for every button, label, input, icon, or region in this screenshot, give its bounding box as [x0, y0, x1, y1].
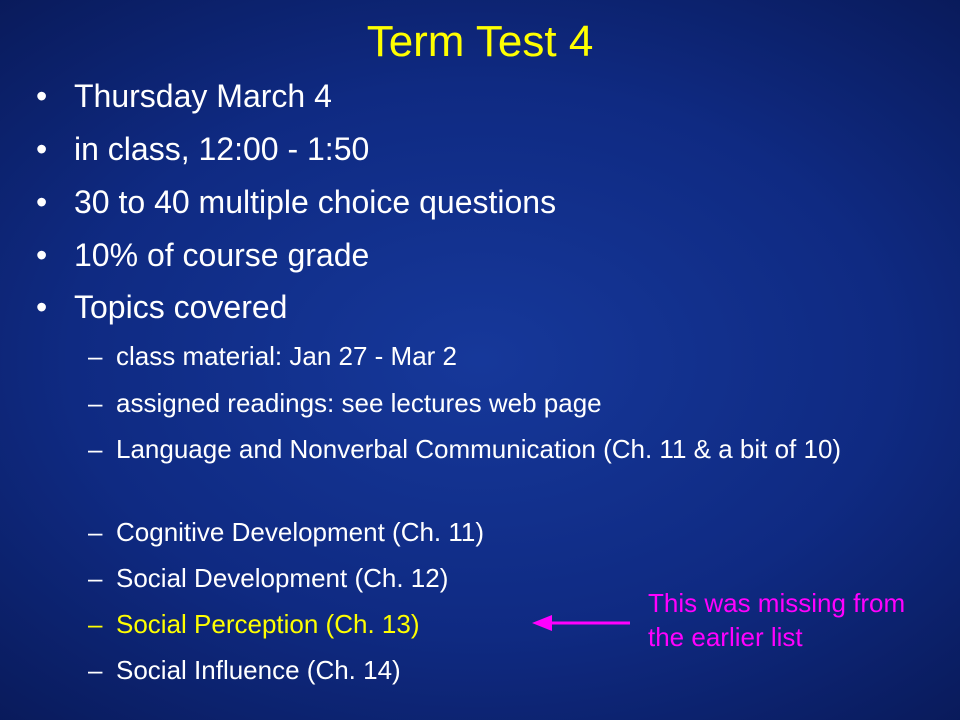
bullet-text: in class, 12:00 - 1:50: [74, 131, 370, 167]
subbullet-text: assigned readings: see lectures web page: [116, 388, 602, 418]
bullet-text: Thursday March 4: [74, 78, 332, 114]
bullet-marker: •: [36, 78, 48, 114]
bullet-marker: •: [36, 237, 48, 273]
subbullet-text: Social Development (Ch. 12): [116, 563, 449, 593]
subbullet-item: [88, 514, 938, 550]
subbullet-marker: –: [88, 517, 103, 547]
bullet-marker: •: [36, 131, 48, 167]
bullet-marker: •: [36, 289, 48, 325]
bullet-text: Topics covered: [74, 289, 288, 325]
subbullet-marker: –: [88, 388, 103, 418]
subbullet-text: Social Perception (Ch. 13): [116, 609, 420, 639]
bullet-marker: •: [36, 184, 48, 220]
slide-title: Term Test 4: [366, 17, 594, 66]
subbullet-marker: –: [88, 609, 103, 639]
bullet-text: 10% of course grade: [74, 237, 370, 273]
left-arrow-icon: [530, 610, 634, 636]
bullet-text: 30 to 40 multiple choice questions: [74, 184, 557, 220]
subbullet-text: Language and Nonverbal Communication (Ch. 11 & a bit of 10): [116, 434, 842, 464]
subbullet-marker: –: [88, 434, 103, 464]
subbullet-text: class material: Jan 27 - Mar 2: [116, 341, 458, 371]
subbullet-item: [88, 431, 938, 467]
subbullet-item: [88, 385, 938, 421]
annotation-note: This was missing from the earlier list: [648, 588, 906, 652]
subbullet-text: Cognitive Development (Ch. 11): [116, 517, 485, 547]
subbullet-marker: –: [88, 563, 103, 593]
subbullet-marker: –: [88, 655, 103, 685]
subbullet-item: [88, 338, 938, 374]
subbullet-text: Social Influence (Ch. 14): [116, 655, 401, 685]
subbullet-marker: –: [88, 341, 103, 371]
subbullet-item: [88, 652, 938, 688]
